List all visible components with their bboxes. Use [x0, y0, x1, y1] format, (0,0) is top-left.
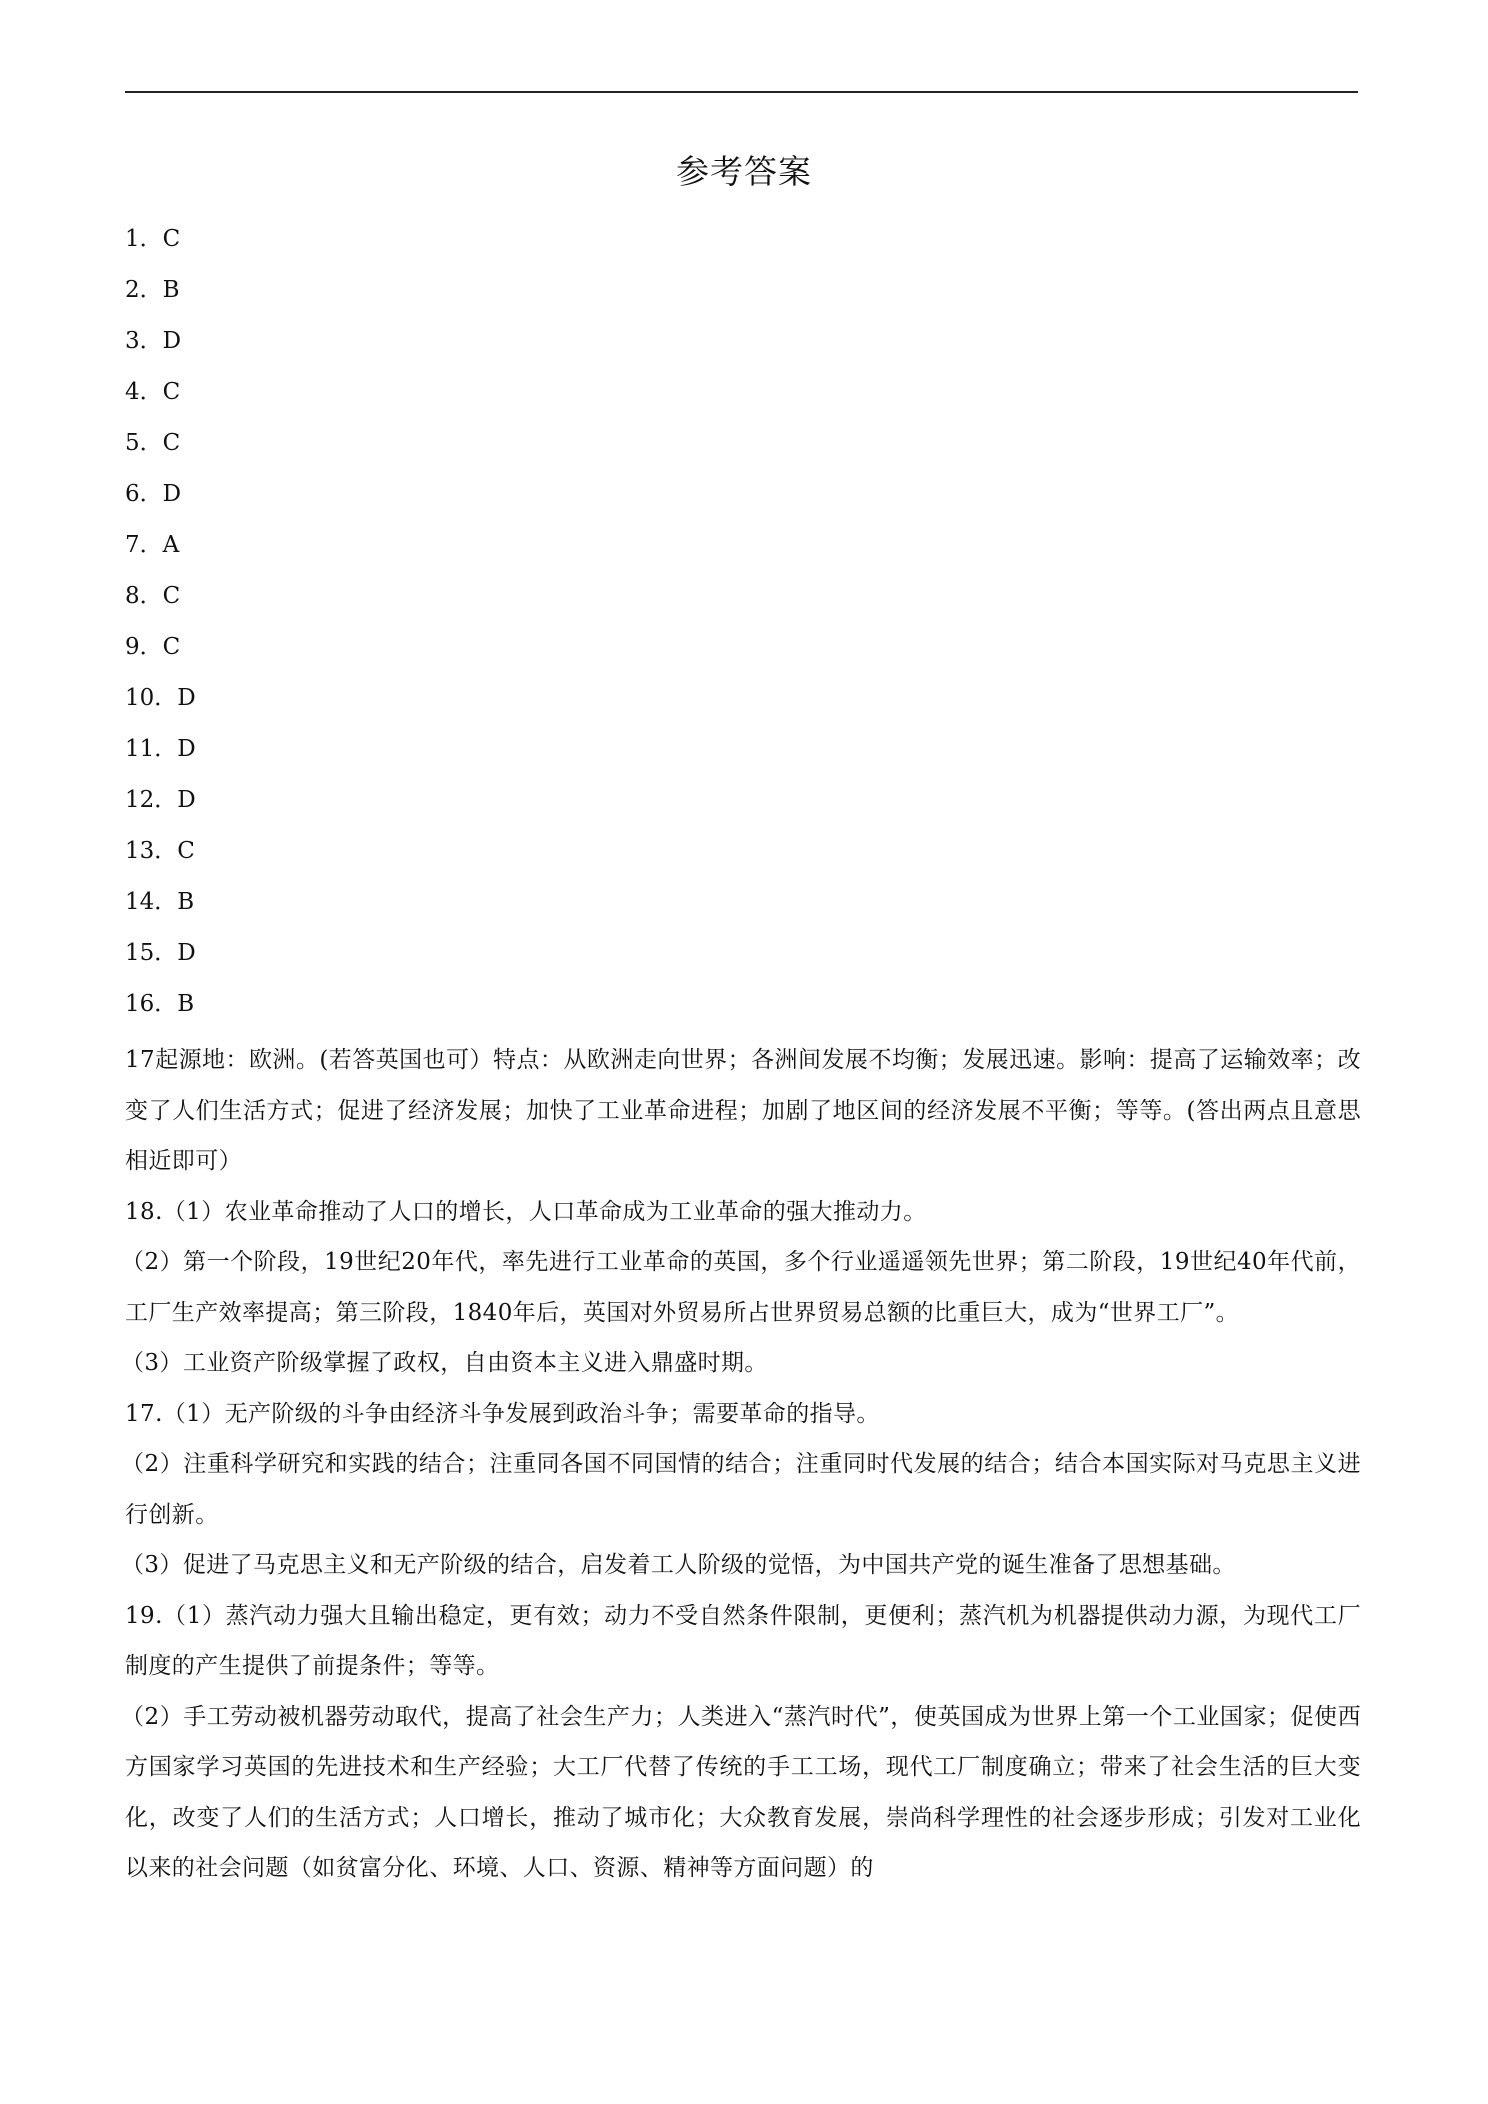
answer-paragraph: （2）注重科学研究和实践的结合；注重同各国不同国情的结合；注重同时代发展的结合；结合本国实际对马克思主义进行创新。: [121, 1451, 1361, 1528]
answer-item: 12．D: [125, 787, 196, 813]
answer-item: 3．D: [125, 328, 182, 354]
answer-item: 14．B: [125, 889, 195, 915]
answer-item: 15．D: [125, 940, 196, 966]
header-rule: [125, 91, 1358, 93]
essay-answers: [121, 1035, 1361, 1894]
answer-item: 10．D: [125, 685, 196, 711]
answer-paragraph: （3）工业资产阶级掌握了政权，自由资本主义进入鼎盛时期。: [121, 1350, 768, 1376]
answer-item: 8．C: [125, 583, 181, 609]
answer-item: 5．C: [125, 430, 181, 456]
answer-item: 7．A: [125, 532, 180, 558]
answer-item: 2．B: [125, 277, 180, 303]
answer-paragraph: 17起源地：欧洲。(若答英国也可）特点：从欧洲走向世界；各洲间发展不均衡；发展迅速。影响：提高了运输效率；改变了人们生活方式；促进了经济发展；加快了工业革命进程；加剧了地区间的经济发展不平衡；等等。(答出两点且意思相近即可）: [125, 1047, 1361, 1174]
answer-item: 11．D: [125, 736, 196, 762]
answer-paragraph: 17.（1）无产阶级的斗争由经济斗争发展到政治斗争；需要革命的指导。: [125, 1400, 880, 1427]
answer-item: 9．C: [125, 634, 181, 660]
multiple-choice-answers: [125, 224, 196, 1040]
answer-paragraph: （3）促进了马克思主义和无产阶级的结合，启发着工人阶级的觉悟，为中国共产党的诞生准备了思想基础。: [121, 1552, 1236, 1578]
answer-item: 6．D: [125, 481, 182, 507]
answer-item: 13．C: [125, 838, 195, 864]
answer-item: 16．B: [125, 991, 195, 1017]
answer-paragraph: （2）手工劳动被机器劳动取代，提高了社会生产力；人类进入“蒸汽时代”，使英国成为世界上第一个工业国家；促使西方国家学习英国的先进技术和生产经验；大工厂代替了传统的手工工场，现代工厂制度确立；带来了社会生活的巨大变化，改变了人们的生活方式；人口增长，推动了城市化；大众教育发展，崇尚科学理性的社会逐步形成；引发对工业化以来的社会问题（如贫富分化、环境、人口、资源、精神等方面问题）的: [121, 1703, 1361, 1881]
answer-item: 1．C: [125, 226, 181, 252]
answer-paragraph: （2）第一个阶段，19世纪20年代，率先进行工业革命的英国，多个行业遥遥领先世界；第二阶段，19世纪40年代前，工厂生产效率提高；第三阶段，1840年后，英国对外贸易所占世界贸易总额的比重巨大，成为“世界工厂”。: [121, 1249, 1361, 1326]
answer-paragraph: 18.（1）农业革命推动了人口的增长，人口革命成为工业革命的强大推动力。: [125, 1198, 927, 1225]
answer-item: 4．C: [125, 379, 181, 405]
answer-paragraph: 19.（1）蒸汽动力强大且输出稳定，更有效；动力不受自然条件限制，更便利；蒸汽机为机器提供动力源，为现代工厂制度的产生提供了前提条件；等等。: [125, 1602, 1361, 1679]
page-title: 参考答案: [676, 152, 812, 191]
